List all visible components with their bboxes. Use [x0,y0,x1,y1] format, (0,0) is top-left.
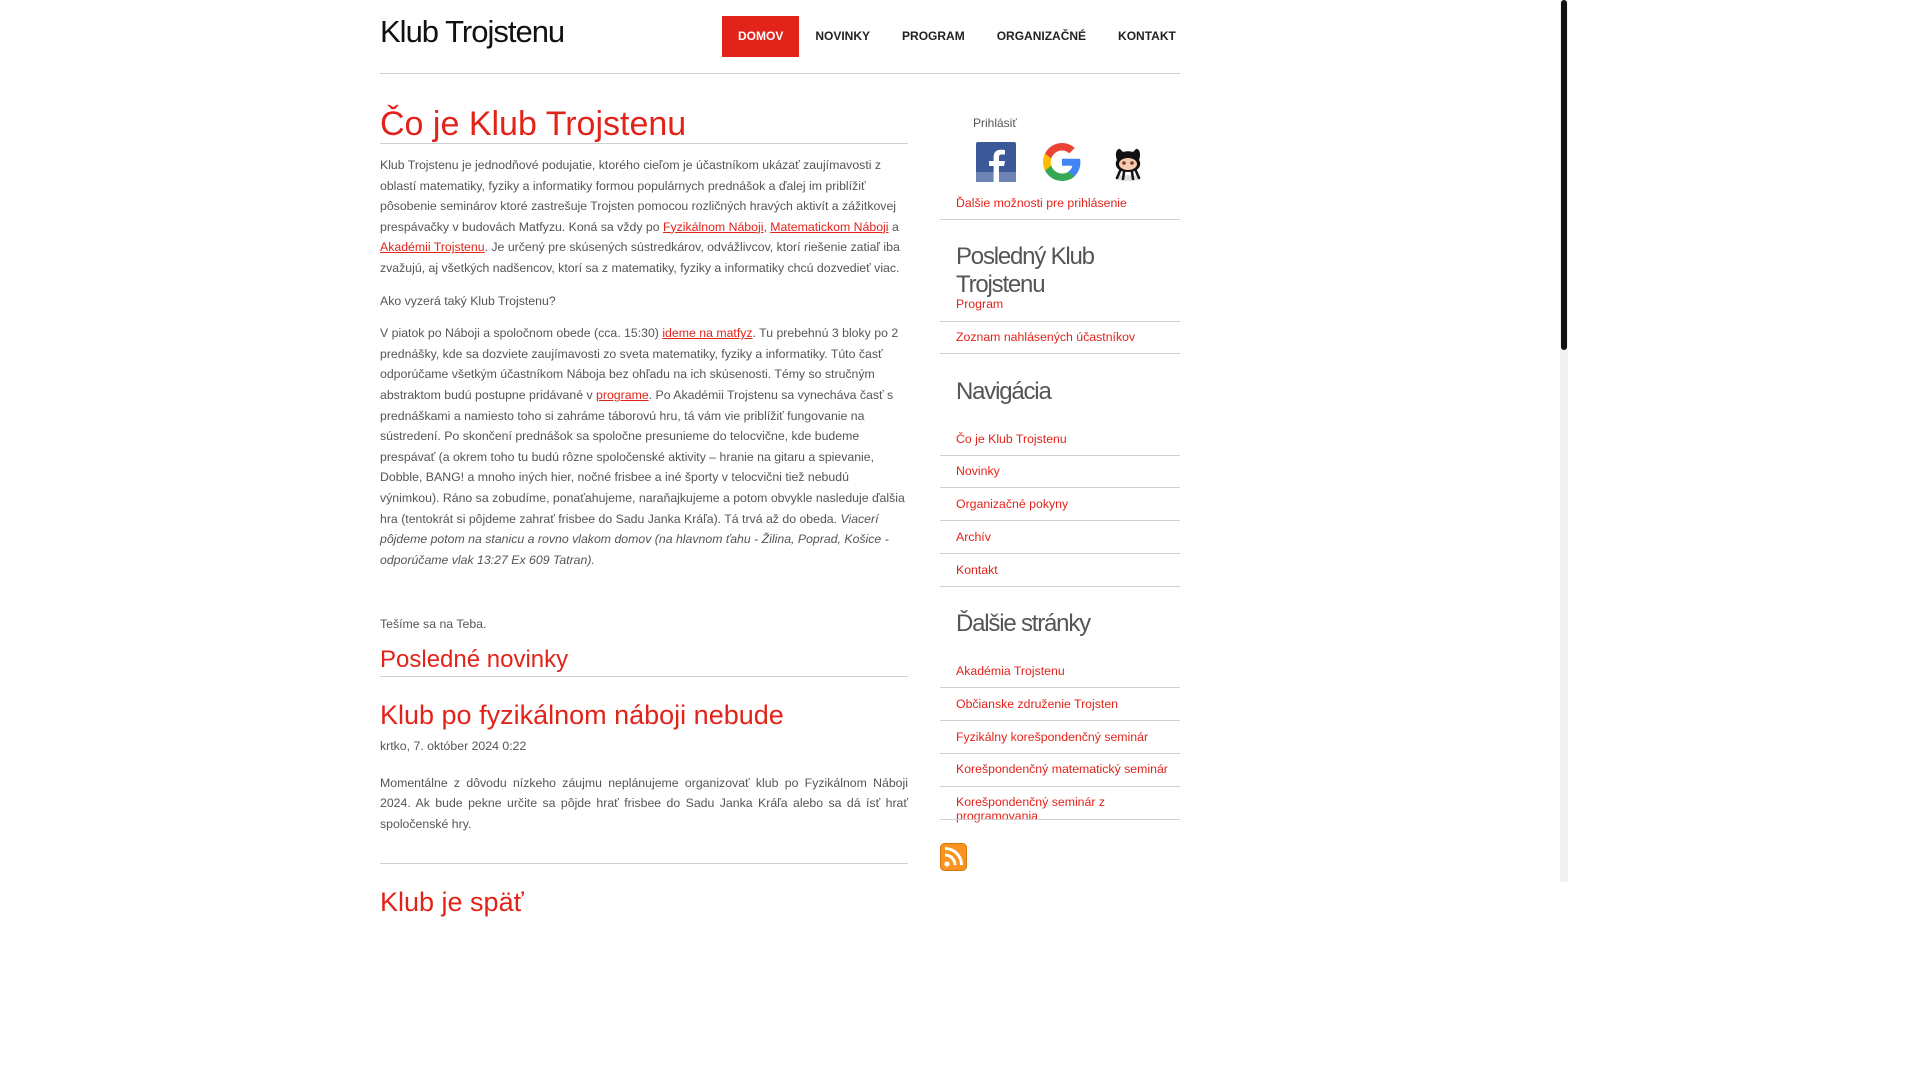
login-more-link[interactable]: Ďalšie možnosti pre prihlásenie [956,196,1127,210]
other-pages-heading: Ďalšie stránky [956,610,1090,637]
description-italic: Viacerí pôjdeme potom na stanicu a rovno vlakom domov (na hlavnom ťahu - Žilina, Poprad, Košice - odporúčame vlak 13:27 Ex 609 Tatran). [380,511,889,567]
navigation-heading: Navigácia [956,378,1051,405]
login-label: Prihlásiť [973,116,1017,130]
intro-paragraph [380,155,908,279]
sidebar-divider [940,520,1180,521]
post-divider [380,863,908,864]
sidebar-divider [940,786,1180,787]
google-icon[interactable] [1042,142,1082,182]
sidebar-divider [940,687,1180,688]
link-akademia-trojstenu[interactable]: Akadémii Trojstenu [380,240,485,255]
sidebar-nav-archiv[interactable]: Archív [956,530,991,544]
scrollbar-thumb[interactable] [1561,0,1567,350]
last-club-heading: Posledný Klub Trojstenu [956,243,1094,298]
nav-novinky[interactable]: NOVINKY [815,29,871,43]
link-ideme-na-matfyz[interactable]: ideme na matfyz [662,326,753,341]
question-paragraph: Ako vyzerá taký Klub Trojstenu? [380,293,556,308]
sidebar-link-program[interactable]: Program [956,297,1004,311]
rss-icon[interactable] [940,843,967,871]
nav-program[interactable]: PROGRAM [902,29,965,43]
news-post [380,699,908,835]
intro-text: . Je určený pre skúsených sústredkárov, odvážlivcov, ktorí riešenie zatiaľ iba zvažujú, aj všetkých nadšencov, ktorí sa z matematiky, fyziky a informatiky chcú dozvedieť viac. [380,240,900,275]
description-text: V piatok po Náboji a spoločnom obede (cca. 15:30) [380,326,663,341]
post-meta: krtko, 7. október 2024 0:22 [380,738,527,753]
news-heading: Posledné novinky [380,645,908,677]
description-text: . Tu prebehnú 3 bloky po 2 prednášky, kde sa dozviete zaujímavosti zo sveta matematiky, fyziky a informatiky. Túto časť odporúčame všetkým účastníkom Náboja bez ohľadu na ich skúsenosti. Témy so stručným abstraktom budú postupne pridávané v [380,326,899,402]
sidebar-divider [940,753,1180,754]
post-title[interactable]: Klub je späť [380,886,524,917]
page-scrollbar[interactable] [1560,0,1568,882]
post-title[interactable]: Klub po fyzikálnom náboji nebude [380,699,784,730]
sidebar-divider [940,219,1180,220]
sidebar-divider [940,353,1180,354]
nav-kontakt[interactable]: KONTAKT [1118,29,1176,43]
sidebar-nav-kontakt[interactable]: Kontakt [956,563,998,577]
nav-organizacne[interactable]: ORGANIZAČNÉ [996,29,1087,43]
intro-separator: a [888,219,899,234]
link-matematicky-naboj[interactable]: Matematickom Náboji [770,219,889,234]
intro-separator: , [763,219,771,234]
page-title: Čo je Klub Trojstenu [380,104,908,144]
facebook-icon[interactable] [976,142,1016,182]
main-content [380,104,908,918]
sidebar-divider [940,455,1180,456]
nav-domov[interactable]: DOMOV [722,16,799,57]
sidebar-other-oz[interactable]: Občianske združenie Trojsten [956,697,1118,711]
sidebar-other-ksp[interactable]: Korešpondenčný seminár z programovania [956,795,1106,823]
sidebar-other-fks[interactable]: Fyzikálny korešpondenčný seminár [956,730,1149,744]
description-text: . Po Akadémii Trojstenu sa vynecháva časť s prednáškami a namiesto toho si zahráme táborovú hru, tá vám vie priblížiť fungovanie na sústredení. Po skončení prednášok sa spoločne presunieme do telocvične, kde budeme prespávať (a okrem toho tu budú rôzne spoločenské aktivity – hranie na gitaru a spievanie, Dobble, BANG! a mnoho iných hier, nočné frisbee a iné športy v telocvični tiež nebudú výnimkou). Ráno sa zobudíme, ponaťahujeme, naraňajkujeme a potom obvykle nasleduje ďalšia hra (tentokrát si pôjdeme zahrať frisbee do Sadu Janka Kráľa). Tá trvá až do obeda. [380,387,905,526]
main-nav [722,16,1192,57]
sidebar-nav-novinky[interactable]: Novinky [956,464,1000,478]
sidebar-divider [940,720,1180,721]
sidebar-divider [940,553,1180,554]
closing-paragraph: Tešíme sa na Teba. [380,617,487,632]
link-fyzikalny-naboj[interactable]: Fyzikálnom Náboji [662,219,764,234]
intro-text: Klub Trojstenu je jednodňové podujatie, ktorého cieľom je účastníkom ukázať zaujímavosti z oblastí matematiky, fyziky a informatiky formou populárnych prednášok a ďalej im priblížiť pôsobenie seminárov ktoré zastrešuje Trojsten pomocou rozličných hravých aktivít a zážitkovej prespávačky v budovách Matfyzu. Koná sa vždy po [380,158,897,234]
sidebar-divider [940,586,1180,587]
header-divider [380,73,1180,74]
sidebar-divider [940,487,1180,488]
sidebar-other-kms[interactable]: Korešpondenčný matematický seminár [956,762,1168,776]
site-title[interactable]: Klub Trojstenu [380,14,565,49]
sidebar-nav-co-je-klub[interactable]: Čo je Klub Trojstenu [956,432,1067,446]
post-body: Momentálne z dôvodu nízkeho záujmu neplánujeme organizovať klub po Fyzikálnom Náboji 2024. Ak bude pekne určite sa pôjde hrať frisbee do Sadu Janka Kráľa alebo sa dá ísť hrať spoločenské hry. [380,775,908,832]
link-programe[interactable]: programe [596,387,649,402]
sidebar-divider [940,819,1180,820]
description-paragraph [380,323,908,570]
sidebar-divider [940,321,1180,322]
sidebar-other-akademia[interactable]: Akadémia Trojstenu [956,664,1065,678]
github-icon[interactable] [1108,142,1148,182]
sidebar-link-participants[interactable]: Zoznam nahlásených účastníkov [956,330,1136,344]
sidebar-nav-organizacne[interactable]: Organizačné pokyny [956,497,1069,511]
